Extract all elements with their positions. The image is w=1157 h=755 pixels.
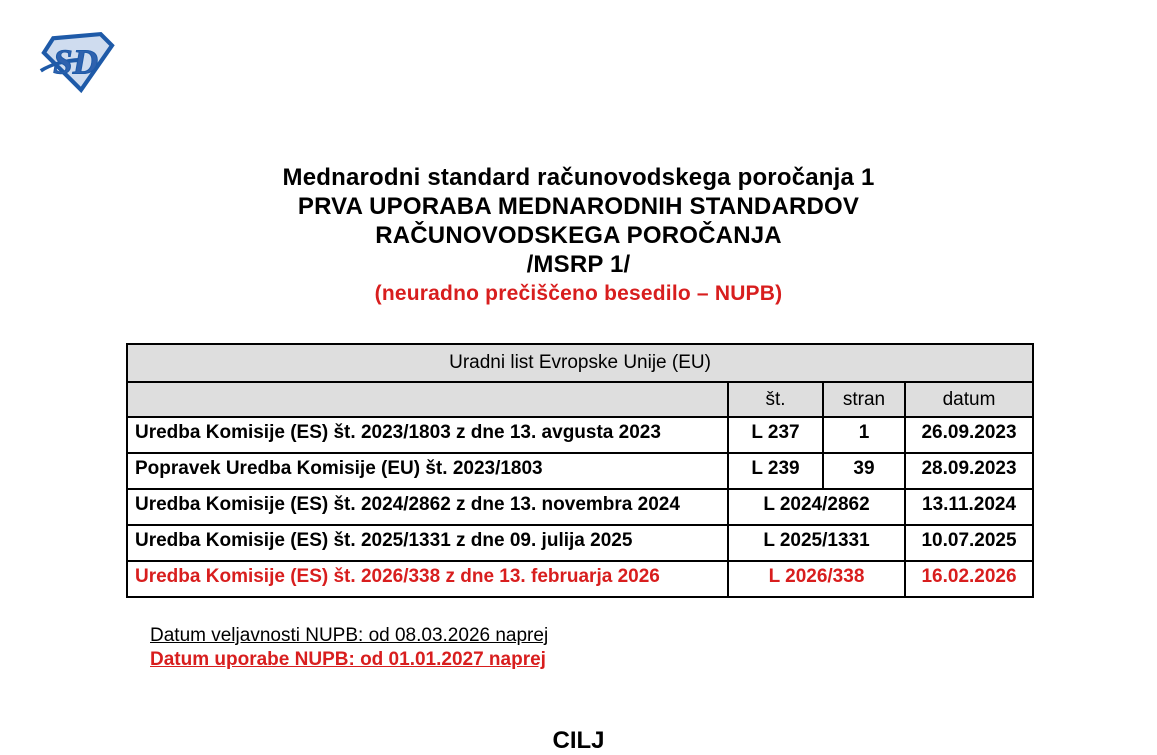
usage-date-note: Datum uporabe NUPB: od 01.01.2027 naprej	[150, 649, 546, 670]
regulation-st: L 237	[728, 417, 823, 453]
table-row	[127, 525, 1033, 561]
regulation-stran: 1	[823, 417, 905, 453]
regulation-name: Uredba Komisije (ES) št. 2026/338 z dne 13. februarja 2026	[127, 561, 728, 597]
official-journal-table	[126, 343, 1034, 598]
table-row	[127, 453, 1033, 489]
regulation-st-merged: L 2025/1331	[728, 525, 905, 561]
regulation-datum: 16.02.2026	[905, 561, 1033, 597]
validity-date-note: Datum veljavnosti NUPB: od 08.03.2026 naprej	[150, 625, 549, 646]
regulation-st-merged: L 2024/2862	[728, 489, 905, 525]
cilj-section-heading-partial: CILJ	[552, 727, 605, 754]
regulation-datum: 10.07.2025	[905, 525, 1033, 561]
regulation-name: Uredba Komisije (ES) št. 2023/1803 z dne 13. avgusta 2023	[127, 417, 728, 453]
document-title-block	[0, 163, 1157, 309]
regulation-datum: 28.09.2023	[905, 453, 1033, 489]
subtitle-nupb: (neuradno prečiščeno besedilo – NUPB)	[374, 282, 783, 305]
regulation-datum: 13.11.2024	[905, 489, 1033, 525]
table-caption: Uradni list Evropske Unije (EU)	[127, 344, 1033, 382]
table-row	[127, 489, 1033, 525]
title-line-3: RAČUNOVODSKEGA POROČANJA	[375, 222, 782, 249]
title-line-4: /MSRP 1/	[526, 251, 631, 278]
title-line-2: PRVA UPORABA MEDNARODNIH STANDARDOV	[297, 193, 860, 220]
column-header-st: št.	[728, 382, 823, 417]
sd-diamond-logo-icon	[38, 30, 120, 94]
table-caption-row	[127, 344, 1033, 382]
regulation-stran: 39	[823, 453, 905, 489]
regulation-datum: 26.09.2023	[905, 417, 1033, 453]
column-header-datum: datum	[905, 382, 1033, 417]
table-header-row	[127, 382, 1033, 417]
table-row-highlighted	[127, 561, 1033, 597]
regulation-st-merged: L 2026/338	[728, 561, 905, 597]
regulation-name: Uredba Komisije (ES) št. 2024/2862 z dne 13. novembra 2024	[127, 489, 728, 525]
regulation-st: L 239	[728, 453, 823, 489]
title-line-1: Mednarodni standard računovodskega poročanja 1	[282, 164, 875, 191]
column-header-empty	[127, 382, 728, 417]
column-header-stran: stran	[823, 382, 905, 417]
table-row	[127, 417, 1033, 453]
logo-letters: SD	[53, 42, 99, 82]
sd-diamond-logo	[38, 30, 120, 94]
nupb-dates-notes	[150, 624, 548, 672]
regulation-name: Uredba Komisije (ES) št. 2025/1331 z dne 09. julija 2025	[127, 525, 728, 561]
regulation-name: Popravek Uredba Komisije (EU) št. 2023/1803	[127, 453, 728, 489]
